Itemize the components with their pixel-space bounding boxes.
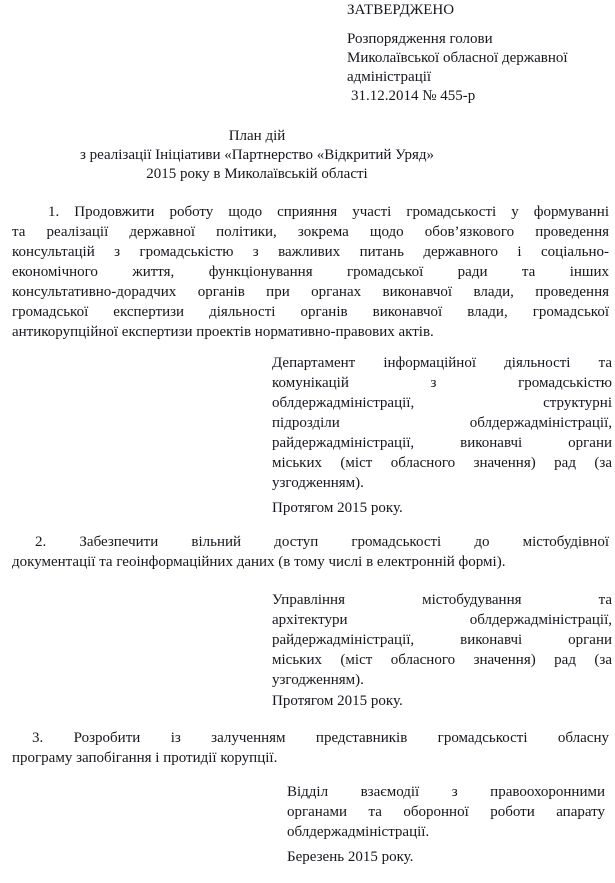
text-line: міських (міст обласного значення) рад (за: [272, 455, 612, 471]
approval-issuer-line: Миколаївської обласної державної: [347, 50, 568, 66]
paragraph-1: [12, 202, 609, 342]
text-line: та реалізації державної політики, зокрема щодо обов’язкового проведення: [12, 224, 609, 240]
responsible-block-1: [272, 353, 612, 493]
text-line: узгодженням).: [272, 672, 364, 688]
text-line: архітектури облдержадміністрації,: [272, 612, 612, 628]
text-line: комунікацій з громадськістю: [272, 375, 612, 391]
text-line: райдержадміністрації, виконавчі органи: [272, 435, 612, 451]
approval-issuer-line: адміністрації: [347, 69, 432, 85]
text-line: Відділ взаємодії з правоохоронними: [287, 784, 605, 800]
text-line: консультацій з громадськістю з важливих питань державного і соціально-: [12, 244, 609, 260]
text-line: органами та оборонної роботи апарату: [287, 804, 605, 820]
approval-issuer-line: Розпорядження голови: [347, 31, 493, 47]
text-line: облдержадміністрації, структурні: [272, 395, 612, 411]
approval-date-line: 31.12.2014 № 455-р: [351, 88, 476, 104]
timing-2: Протягом 2015 року.: [272, 693, 403, 709]
text-line: громадської експертизи діяльності органів виконавчої влади, громадської: [12, 304, 609, 320]
text-line: програму запобігання і протидії корупції.: [12, 750, 278, 766]
text-line: Департамент інформаційної діяльності та: [272, 355, 612, 371]
approval-stamp: [347, 1, 609, 106]
title-line: 2015 року в Миколаївській області: [146, 166, 368, 182]
text-line: 2. Забезпечити вільний доступ громадськості до містобудівної: [35, 534, 609, 550]
paragraph-3: [12, 728, 609, 768]
document-title: [12, 127, 502, 184]
responsible-block-3: [287, 782, 605, 842]
text-line: консультативно-дорадчих органів при органах виконавчої влади, проведення: [12, 284, 609, 300]
text-line: економічного життя, функціонування громадської ради та інших: [12, 264, 609, 280]
text-line: 1. Продовжити роботу щодо сприяння участі громадськості у формуванні: [48, 204, 609, 220]
responsible-block-2: [272, 590, 612, 690]
approval-label: ЗАТВЕРДЖЕНО: [347, 2, 455, 18]
text-line: міських (міст обласного значення) рад (за: [272, 652, 612, 668]
text-line: Управління містобудування та: [272, 592, 612, 608]
timing-3: Березень 2015 року.: [287, 849, 414, 865]
text-line: підрозділи облдержадміністрації,: [272, 415, 612, 431]
paragraph-2: [12, 532, 609, 572]
title-line: з реалізації Ініціативи «Партнерство «Відкритий Уряд»: [79, 147, 435, 163]
text-line: антикорупційної експертизи проектів нормативно-правових актів.: [12, 324, 434, 340]
title-line: План дій: [228, 128, 286, 144]
text-line: облдержадміністрації.: [287, 824, 430, 840]
text-line: документації та геоінформаційних даних (в тому числі в електронній формі).: [12, 554, 506, 570]
text-line: 3. Розробити із залученням представників громадськості обласну: [32, 730, 609, 746]
text-line: райдержадміністрації, виконавчі органи: [272, 632, 612, 648]
timing-1: Протягом 2015 року.: [272, 500, 403, 516]
text-line: узгодженням).: [272, 475, 364, 491]
